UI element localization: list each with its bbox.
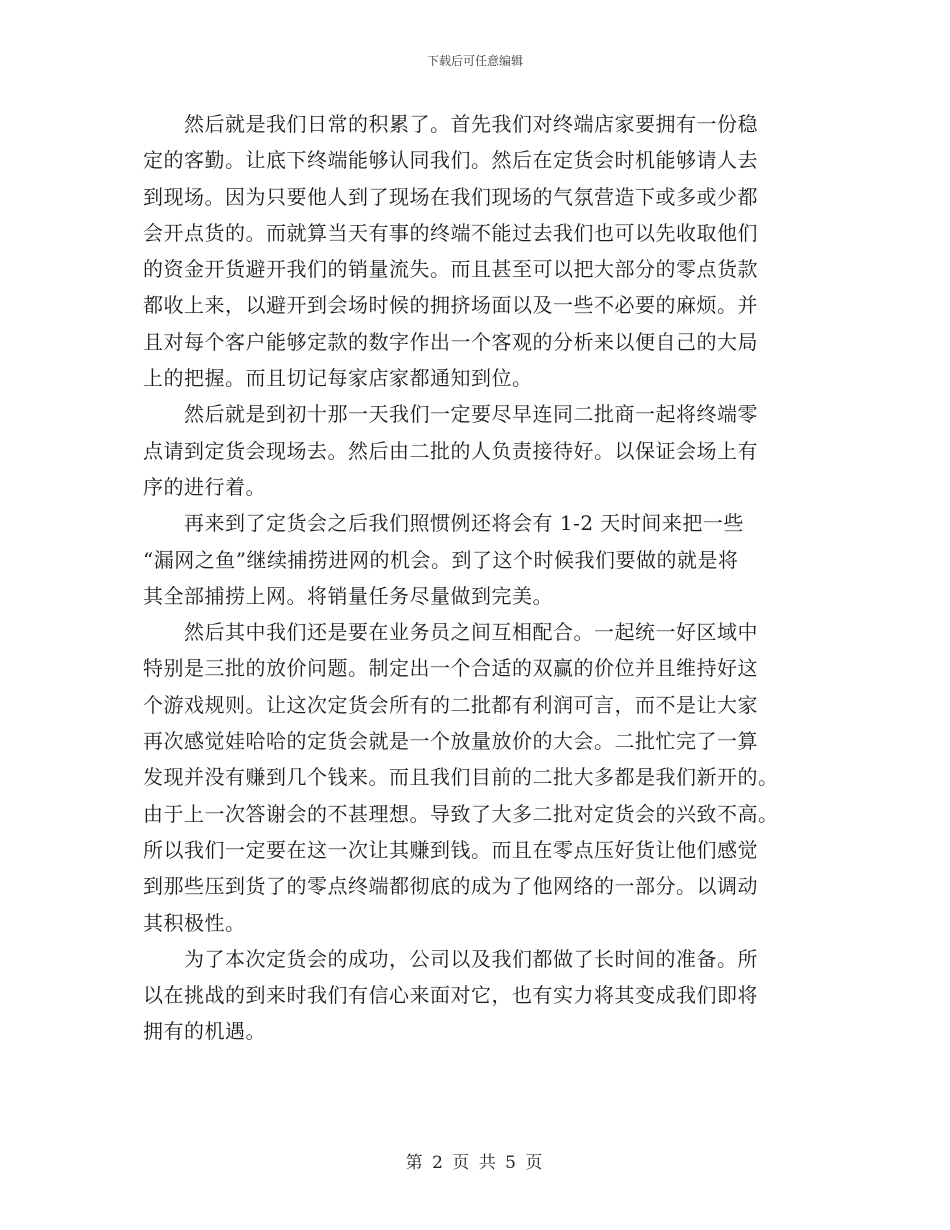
text-line: 其积极性。 [143, 910, 246, 935]
paragraph-4 [143, 614, 811, 941]
text-line: 序的进行着。 [143, 474, 266, 499]
text-line: 且对每个客户能够定款的数字作出一个客观的分析来以便自己的大局 [143, 329, 758, 354]
paragraph-1 [143, 106, 811, 396]
document-body [143, 106, 811, 1050]
paragraph-3 [143, 505, 811, 614]
paragraph-2 [143, 396, 811, 505]
text-line: 特别是三批的放价问题。制定出一个合适的双赢的价位并且维持好这 [143, 656, 758, 681]
text-line: 定的客勤。让底下终端能够认同我们。然后在定货会时机能够请人去 [143, 148, 758, 173]
text-line: 到现场。因为只要他人到了现场在我们现场的气氛营造下或多或少都 [143, 184, 758, 209]
text-line: 都收上来，以避开到会场时候的拥挤场面以及一些不必要的麻烦。并 [143, 293, 758, 318]
text-line: 所以我们一定要在这一次让其赚到钱。而且在零点压好货让他们感觉 [143, 837, 758, 862]
text-line: 然后就是到初十那一天我们一定要尽早连同二批商一起将终端零 [184, 402, 758, 427]
text-line: 会开点货的。而就算当天有事的终端不能过去我们也可以先收取他们 [143, 220, 758, 245]
text-line: 发现并没有赚到几个钱来。而且我们目前的二批大多都是我们新开的。 [143, 765, 779, 790]
text-line: 拥有的机遇。 [143, 1019, 266, 1044]
text-line: 其全部捕捞上网。将销量任务尽量做到完美。 [143, 583, 553, 608]
text-line: 到那些压到货了的零点终端都彻底的成为了他网络的一部分。以调动 [143, 874, 758, 899]
text-line: 再次感觉娃哈哈的定货会就是一个放量放价的大会。二批忙完了一算 [143, 729, 758, 754]
text-line: 上的把握。而且切记每家店家都通知到位。 [143, 366, 533, 391]
page-header: 下载后可任意编辑 [426, 54, 523, 68]
page-footer: 第 2 页 共 5 页 [405, 1153, 545, 1173]
text-line: 点请到定货会现场去。然后由二批的人负责接待好。以保证会场上有 [143, 438, 758, 463]
text-line: 以在挑战的到来时我们有信心来面对它，也有实力将其变成我们即将 [143, 983, 758, 1008]
text-line: 为了本次定货会的成功，公司以及我们都做了长时间的准备。所 [184, 946, 758, 971]
text-line: 由于上一次答谢会的不甚理想。导致了大多二批对定货会的兴致不高。 [143, 801, 779, 826]
text-line: “漏网之鱼”继续捕捞进网的机会。到了这个时候我们要做的就是将 [143, 547, 739, 572]
paragraph-5 [143, 941, 811, 1050]
text-line: 然后就是我们日常的积累了。首先我们对终端店家要拥有一份稳 [184, 112, 758, 136]
text-line: 再来到了定货会之后我们照惯例还将会有 1-2 天时间来把一些 [184, 511, 744, 536]
text-line: 个游戏规则。让这次定货会所有的二批都有利润可言，而不是让大家 [143, 692, 758, 717]
text-line: 的资金开货避开我们的销量流失。而且甚至可以把大部分的零点货款 [143, 257, 758, 282]
text-line: 然后其中我们还是要在业务员之间互相配合。一起统一好区域中 [184, 620, 758, 645]
